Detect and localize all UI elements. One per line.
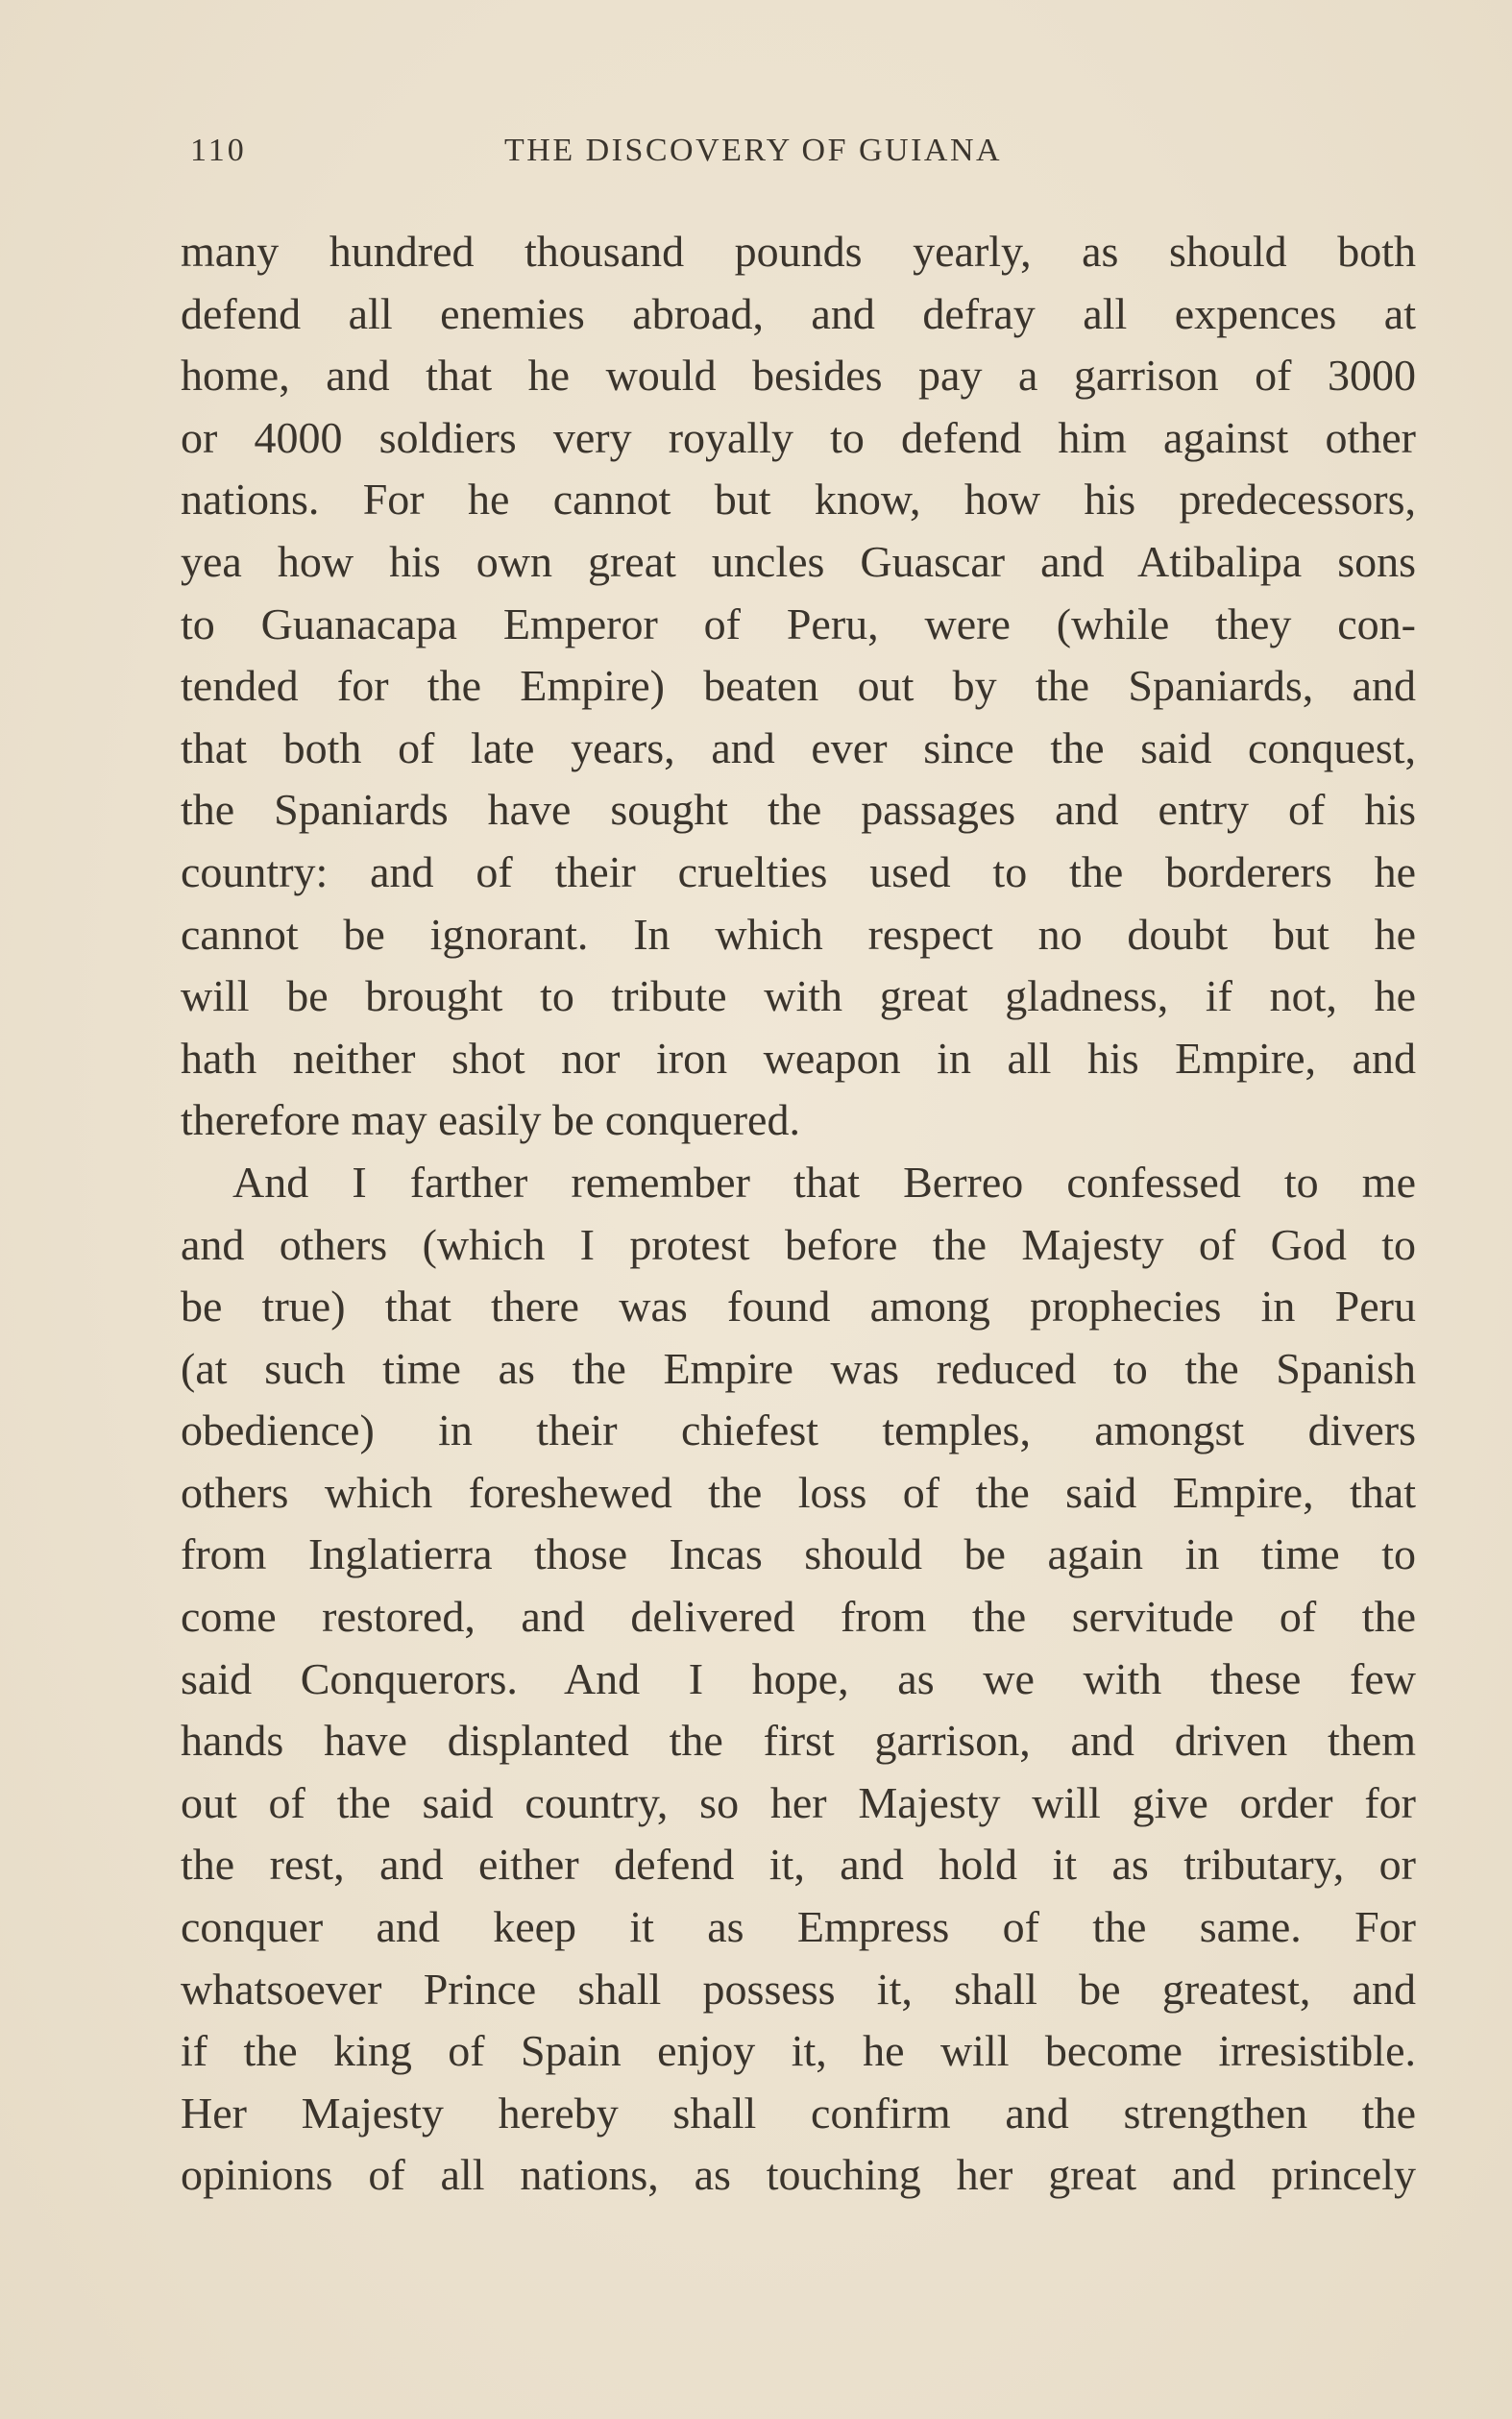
text-line: from Inglatierra those Incas should be again in time to (181, 1529, 1416, 1579)
running-head (190, 133, 1458, 181)
text-line: many hundred thousand pounds yearly, as should both (181, 227, 1416, 276)
text-line: (at such time as the Empire was reduced to the Spanish (181, 1343, 1416, 1393)
paragraph-start-line: And I farther remember that Berreo confessed to me (232, 1157, 1416, 1207)
text-line: defend all enemies abroad, and defray all expences at (181, 288, 1416, 338)
text-line: said Conquerors. And I hope, as we with these few (181, 1653, 1416, 1703)
text-line: that both of late years, and ever since the said conquest, (181, 722, 1416, 772)
text-line: or 4000 soldiers very royally to defend him against other (181, 412, 1416, 462)
text-line: cannot be ignorant. In which respect no doubt but he (181, 909, 1416, 959)
text-line: tended for the Empire) beaten out by the Spaniards, and (181, 661, 1416, 711)
text-line: be true) that there was found among prophecies in Peru (181, 1282, 1416, 1332)
text-line: hands have displanted the first garrison, and driven them (181, 1716, 1416, 1766)
text-line: opinions of all nations, as touching her great and princely (181, 2150, 1416, 2200)
text-line: the rest, and either defend it, and hold it as tributary, or (181, 1840, 1416, 1890)
text-line: to Guanacapa Emperor of Peru, were (while they con- (181, 599, 1416, 648)
text-line: others which foreshewed the loss of the said Empire, that (181, 1467, 1416, 1517)
text-line: will be brought to tribute with great gladness, if not, he (181, 971, 1416, 1021)
text-line: Her Majesty hereby shall confirm and strengthen the (181, 2088, 1416, 2138)
text-line: the Spaniards have sought the passages and entry of his (181, 785, 1416, 835)
text-line: hath neither shot nor iron weapon in all his Empire, and (181, 1033, 1416, 1083)
text-line: therefore may easily be conquered. (181, 1095, 800, 1145)
text-line: yea how his own great uncles Guascar and Atibalipa sons (181, 536, 1416, 586)
text-line: and others (which I protest before the Majesty of God to (181, 1219, 1416, 1269)
body-text (181, 221, 1416, 2207)
text-line: come restored, and delivered from the servitude of the (181, 1592, 1416, 1642)
text-line: conquer and keep it as Empress of the same. For (181, 1902, 1416, 1952)
text-line: obedience) in their chiefest temples, amongst divers (181, 1405, 1416, 1455)
page-number: 110 (190, 133, 247, 168)
text-line: out of the said country, so her Majesty will give order for (181, 1777, 1416, 1827)
running-head-title: THE DISCOVERY OF GUIANA (504, 133, 1003, 168)
text-line: country: and of their cruelties used to the borderers he (181, 846, 1416, 896)
text-line: home, and that he would besides pay a garrison of 3000 (181, 351, 1416, 401)
text-line: if the king of Spain enjoy it, he will become irresistible. (181, 2026, 1416, 2076)
text-line: nations. For he cannot but know, how his predecessors, (181, 475, 1416, 525)
text-line: whatsoever Prince shall possess it, shall be greatest, and (181, 1964, 1416, 2014)
